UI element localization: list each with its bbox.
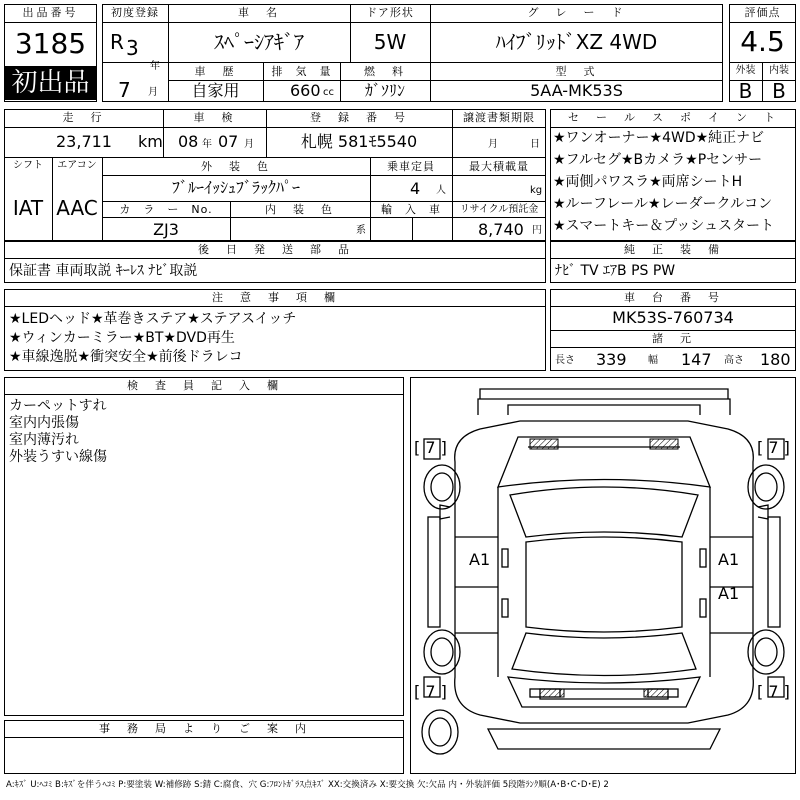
right-sill — [768, 517, 780, 627]
office-label: 事 務 局 よ り ご 案 内 — [99, 722, 309, 735]
car-body-outline — [455, 421, 754, 723]
mileage: 23,711 — [56, 132, 112, 151]
chassis-label: 車 台 番 号 — [624, 291, 722, 304]
car-rear-glass — [512, 633, 696, 676]
height-label: 高さ — [724, 355, 744, 366]
interior-label: 内装 — [769, 65, 789, 76]
shift: IAT — [12, 196, 44, 220]
tire-mark-rear-right: [ 7 ] — [757, 682, 790, 701]
mileage-unit: km — [138, 132, 163, 151]
height: 180 — [760, 350, 791, 369]
history: 自家用 — [191, 81, 240, 100]
interior-color-unit: 系 — [356, 225, 366, 236]
recycle-label: リサイクル預託金 — [459, 204, 539, 215]
color-no: ZJ3 — [153, 220, 179, 239]
interior-color-label: 内 装 色 — [265, 203, 335, 216]
deferred-parts: 保証書 車両取説 ｷｰﾚｽ ﾅﾋﾞ取説 — [9, 263, 198, 279]
inspector-line: 外装うすい線傷 — [9, 449, 107, 465]
car-trunk — [508, 677, 700, 707]
month-unit: 月 — [148, 87, 158, 98]
note-line: ★車線逸脱★衝突安全★前後ドラレコ — [9, 349, 243, 365]
factory-equipment: ﾅﾋﾞ TV ｴｱB PS PW — [555, 263, 676, 279]
sales-point-line: ★フルセグ★Bカメラ★Pセンサー — [553, 152, 763, 168]
model-label: 型 式 — [555, 65, 598, 78]
model-code: 5AA-MK53S — [530, 81, 623, 100]
capacity-label: 乗車定員 — [387, 160, 435, 173]
inspection-year: 08 — [178, 132, 199, 151]
capacity-unit: 人 — [436, 185, 446, 196]
year-unit: 年 — [150, 61, 160, 72]
load-unit: kg — [530, 185, 543, 196]
inspector-line: カーペットすれ — [9, 398, 107, 414]
inspection-month-unit: 月 — [244, 139, 254, 150]
car-windshield — [510, 487, 698, 537]
color-label: 外 装 色 — [201, 160, 271, 173]
car-name-label: 車 名 — [238, 6, 280, 19]
color-no-label: カ ラ ー No. — [119, 203, 213, 216]
ac-label: エアコン — [57, 160, 97, 171]
sales-point-line: ★両側パワスラ★両席シートH — [553, 174, 743, 190]
exterior-grade: B — [738, 79, 753, 103]
ac: AAC — [56, 196, 98, 220]
chassis-number: MK53S-760734 — [612, 308, 734, 327]
sales-point-line: ★ルーフレール★レーダークルコン — [553, 196, 773, 212]
plate-number: 札幌 581ﾓ5540 — [300, 132, 418, 151]
shift-label: シフト — [13, 160, 43, 171]
specs-label: 諸 元 — [652, 332, 694, 345]
door-type: 5W — [373, 30, 407, 54]
fuel: ｶﾞｿﾘﾝ — [364, 81, 405, 100]
reg-month: 7 — [118, 78, 131, 102]
inspector-line: 室内薄汚れ — [9, 432, 79, 448]
interior-grade: B — [772, 79, 786, 103]
note-line: ★LEDヘッド★革巻きステア★ステアスイッチ — [9, 311, 297, 327]
tire-mark-rear-left: [ 7 ] — [414, 682, 447, 701]
recycle-unit: 円 — [532, 225, 542, 236]
car-rear-bumper — [488, 729, 720, 749]
plate-label: 登 録 番 号 — [310, 111, 408, 124]
left-sill — [428, 517, 440, 627]
era: R — [110, 30, 124, 54]
inspection-label: 車 検 — [193, 111, 236, 124]
width: 147 — [681, 350, 712, 369]
import-label: 輸 入 車 — [381, 203, 441, 216]
recycle-fee: 8,740 — [478, 220, 524, 239]
transfer-month: 月 — [488, 139, 498, 150]
damage-legend: A:ｷｽﾞ U:ﾍｺﾐ B:ｷｽﾞを伴うﾍｺﾐ P:要塗装 W:補修跡 S:錆 C:腐食、穴 G:ﾌﾛﾝﾄｶﾞﾗｽ点ｷｽﾞ XX:交換済み X:要交換 欠:欠品 内・外装評価 5段階ﾗﾝｸ順(A･B･C･D･E) 2 — [6, 780, 609, 790]
score-label: 評価点 — [744, 6, 781, 19]
deferred-parts-label: 後 日 発 送 部 品 — [198, 243, 352, 256]
car-roof-outline — [478, 399, 730, 415]
sales-point-line: ★スマートキー＆プッシュスタート — [553, 218, 775, 234]
score: 4.5 — [740, 25, 785, 58]
car-diagram — [410, 377, 798, 772]
sales-points-label: セ ー ル ス ポ イ ン ト — [568, 111, 778, 124]
sales-point-line: ★ワンオーナー★4WD★純正ナビ — [553, 130, 765, 146]
damage-mark-right-rear-door: A1 — [718, 584, 740, 603]
tire-mark-front-right: [ 7 ] — [757, 438, 790, 457]
note-line: ★ウィンカーミラー★BT★DVD再生 — [9, 330, 235, 346]
length: 339 — [596, 350, 627, 369]
inspector-line: 室内内張傷 — [9, 415, 79, 431]
inspection-month: 07 — [218, 132, 239, 151]
spare-wheel — [422, 710, 458, 754]
car-roof — [526, 537, 682, 632]
factory-equipment-label: 純 正 装 備 — [624, 243, 722, 256]
first-reg-label: 初度登録 — [111, 6, 159, 19]
grade-label: グ レ ー ド — [527, 6, 626, 19]
era-year: 3 — [126, 36, 139, 60]
load-label: 最大積載量 — [469, 160, 529, 173]
damage-mark-right-front-door: A1 — [718, 550, 740, 569]
capacity: 4 — [410, 179, 421, 198]
displacement-unit: cc — [323, 87, 334, 98]
transfer-label: 譲渡書類期限 — [463, 111, 535, 124]
fuel-label: 燃 料 — [364, 65, 406, 78]
inspector-label: 検 査 員 記 入 欄 — [127, 379, 281, 392]
door-label: ドア形状 — [366, 6, 414, 19]
exterior-label: 外装 — [735, 65, 756, 76]
mileage-label: 走 行 — [62, 111, 105, 124]
width-label: 幅 — [648, 355, 658, 366]
history-label: 車 歴 — [194, 65, 237, 78]
transfer-day: 日 — [530, 139, 540, 150]
notes-label: 注 意 事 項 欄 — [212, 291, 338, 304]
damage-mark-left-door: A1 — [469, 550, 491, 569]
car-name: ｽﾍﾟｰｼｱｷﾞｱ — [214, 30, 304, 54]
grade: ﾊｲﾌﾞﾘｯﾄﾞXZ 4WD — [495, 30, 658, 54]
first-listing-badge: 初出品 — [5, 66, 96, 100]
tire-mark-front-left: [ 7 ] — [414, 438, 447, 457]
length-label: 長さ — [555, 355, 575, 366]
exterior-color: ﾌﾞﾙｰｲｯｼｭﾌﾞﾗｯｸﾊﾟｰ — [171, 178, 300, 197]
lot-number-label: 出品番号 — [22, 6, 79, 19]
displacement-label: 排 気 量 — [271, 65, 332, 78]
displacement: 660 — [290, 81, 321, 100]
inspection-year-unit: 年 — [202, 139, 212, 150]
lot-number: 3185 — [14, 27, 87, 60]
